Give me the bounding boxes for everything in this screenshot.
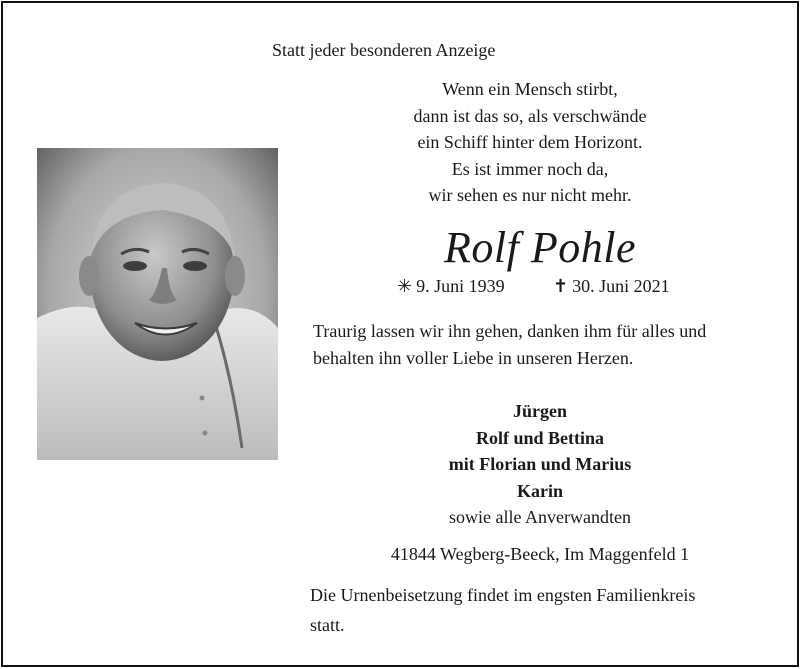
family-others: sowie alle Anverwandten xyxy=(449,507,631,527)
family-name: Karin xyxy=(516,480,563,501)
poem-line: dann ist das so, als verschwände xyxy=(413,105,647,126)
funeral-note-line: Die Urnenbeisetzung findet im engsten Familienkreis xyxy=(310,585,696,605)
address: 41844 Wegberg-Beeck, Im Maggenfeld 1 xyxy=(390,544,690,564)
mourning-line: behalten ihn voller Liebe in unseren Herzen. xyxy=(313,348,634,368)
birth-date xyxy=(397,275,505,297)
family-list xyxy=(390,398,690,531)
intro-text: Statt jeder besonderen Anzeige xyxy=(272,40,496,60)
deceased-name: Rolf Pohle xyxy=(444,223,636,272)
funeral-note-line: statt. xyxy=(310,615,345,635)
mourning-text xyxy=(313,318,706,372)
portrait-photo xyxy=(37,148,278,460)
death-date-text: 30. Juni 2021 xyxy=(572,276,670,296)
family-name: Rolf und Bettina xyxy=(475,427,605,448)
poem-line: Es ist immer noch da, xyxy=(451,158,609,179)
poem-line: Wenn ein Mensch stirbt, xyxy=(442,79,618,99)
death-date xyxy=(553,275,670,297)
mourning-line: Traurig lassen wir ihn gehen, danken ihm für alles und xyxy=(313,321,707,341)
poem-line: ein Schiff hinter dem Horizont. xyxy=(417,132,643,152)
poem xyxy=(385,76,675,209)
cross-death-icon: ✝ xyxy=(553,276,569,296)
birth-date-text: 9. Juni 1939 xyxy=(416,276,505,296)
star-birth-icon: ✳ xyxy=(397,276,413,296)
funeral-note xyxy=(310,580,780,640)
poem-line: wir sehen es nur nicht mehr. xyxy=(428,185,632,205)
family-name: mit Florian und Marius xyxy=(448,454,632,474)
family-name: Jürgen xyxy=(513,401,567,421)
